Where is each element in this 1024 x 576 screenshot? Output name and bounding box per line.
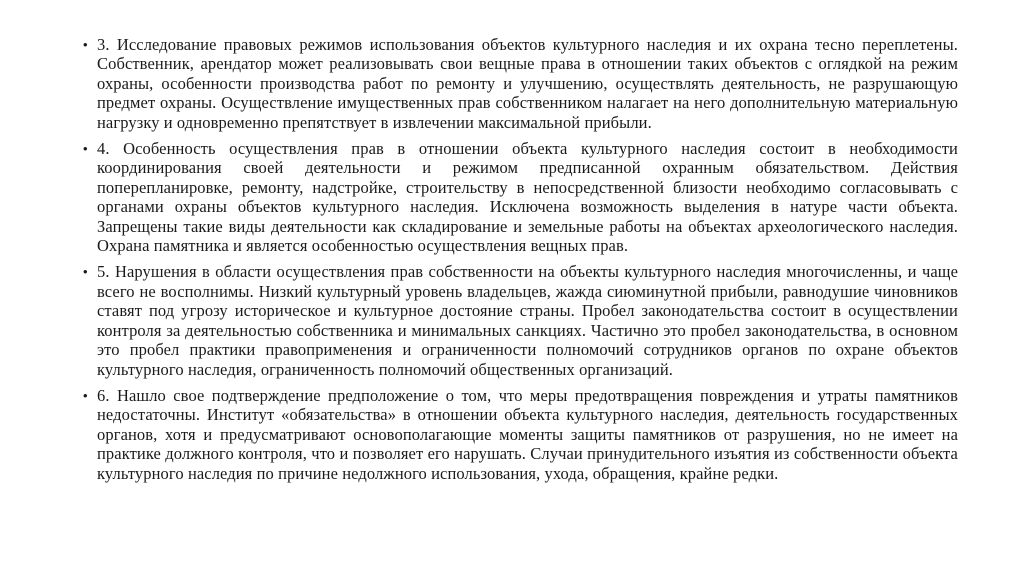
bullet-icon: • [83,264,88,280]
bullet-icon: • [83,387,88,403]
bullet-icon: • [83,141,88,157]
paragraph-text: 6. Нашло свое подтверждение предположение о том, что меры предотвращения повреждения и утраты памятников недостаточны. Институт «обязательства» в отношении объекта культурного наследия, деятельность государственных органов, хотя и предусматривают основополагающие моменты защиты памятников от разрушения, но не имеет на практике должного контроля, что и позволяет его нарушать. Случаи принудительного изъятия из собственности объекта культурного наследия по причине недолжного использования, ухода, обращения, крайне редки. [97,385,958,483]
bullet-paragraph [83,35,958,132]
paragraph-text: 3. Исследование правовых режимов использования объектов культурного наследия и их охрана тесно переплетены. Собственник, арендатор может реализовывать свои вещные права в отношении таких объектов с оглядкой на режим охраны, особенности производства работ по ремонту и улучшению, осуществлять деятельность, не разрушающую предмет охраны. Осуществление имущественных прав собственником налагает на него дополнительную материальную нагрузку и одновременно препятствует в извлечении максимальной прибыли. [97,35,958,132]
bullet-paragraph [83,386,958,483]
bullet-paragraph [83,262,958,378]
paragraph-text: 5. Нарушения в области осуществления прав собственности на объекты культурного наследия многочисленны, и чаще всего не восполнимы. Низкий культурный уровень владельцев, жажда сиюминутной прибыли, равнодушие чиновников ставят под угрозу историческое и культурное достояние страны. Пробел законодательства состоит в осуществлении контроля за деятельностью собственника и минимальных санкциях. Частично это пробел законодательства, в основном это пробел практики правоприменения и ограниченности полномочий сотрудников органов по охране объектов культурного наследия, ограниченность полномочий общественных организаций. [97,262,958,379]
bullet-icon: • [83,37,88,52]
bullet-paragraph [83,139,958,255]
paragraph-text: 4. Особенность осуществления прав в отношении объекта культурного наследия состоит в необходимости координирования своей деятельности и режимом предписанной охранным обязательством. Действия поперепланировке, ремонту, надстройке, строительству в непосредственной близости необходимо согласовывать с органами охраны объектов культурного наследия. Исключена возможность выделения в натуре части объекта. Запрещены такие виды деятельности как складирование и земельные работы на объектах археологического наследия. Охрана памятника и является особенностью осуществления вещных прав. [97,139,958,256]
